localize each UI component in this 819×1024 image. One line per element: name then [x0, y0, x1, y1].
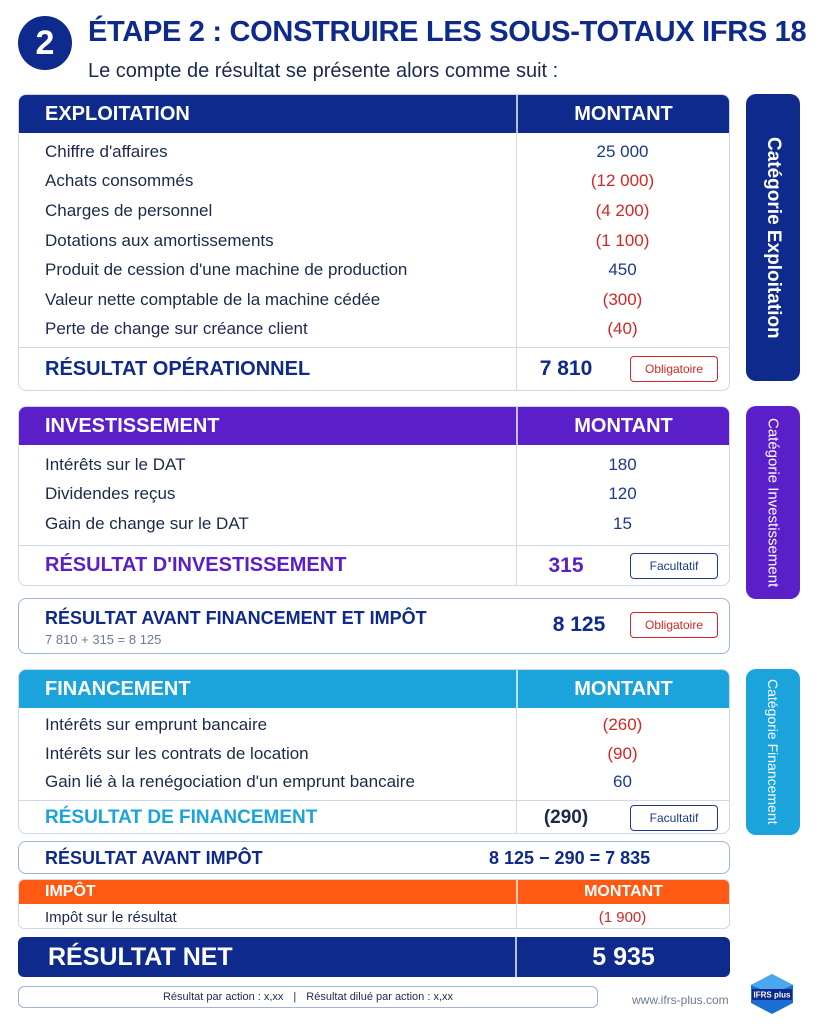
row-label: Gain lié à la renégociation d'un emprunt bancaire: [45, 772, 415, 792]
result-before-financing-value: 8 125: [552, 613, 606, 636]
exploitation-label: EXPLOITATION: [45, 102, 190, 125]
row-label: Impôt sur le résultat: [45, 908, 177, 926]
row-value: (1 100): [595, 230, 650, 250]
investissement-header: [19, 407, 729, 445]
table-row: [19, 255, 729, 285]
table-row: [19, 167, 729, 197]
row-value: (4 200): [595, 200, 650, 220]
total-value: 7 810: [539, 357, 593, 380]
financement-amount-header: MONTANT: [516, 670, 729, 708]
row-value: (12 000): [590, 171, 655, 191]
investissement-total-row: [19, 545, 729, 585]
result-before-tax-formula: 8 125 − 290 = 7 835: [489, 848, 651, 868]
financement-section: [18, 669, 730, 834]
page-subtitle: Le compte de résultat se présente alors comme suit :: [88, 60, 559, 82]
table-row: [19, 315, 729, 345]
total-label: RÉSULTAT OPÉRATIONNEL: [45, 357, 311, 380]
per-share-label: Résultat par action : x,xx: [162, 991, 284, 1003]
total-label: RÉSULTAT DE FINANCEMENT: [45, 807, 318, 828]
table-row: [19, 711, 729, 740]
row-value: 180: [608, 454, 637, 474]
row-value: 120: [608, 484, 637, 504]
row-label: Intérêts sur les contrats de location: [45, 743, 309, 763]
net-result-label: RÉSULTAT NET: [48, 942, 233, 971]
financement-label: FINANCEMENT: [45, 677, 191, 700]
result-before-tax-label: RÉSULTAT AVANT IMPÔT: [45, 848, 263, 868]
total-value: (290): [543, 807, 589, 828]
row-value: (300): [602, 289, 643, 309]
optional-badge: Facultatif: [630, 553, 718, 579]
row-label: Valeur nette comptable de la machine cédée: [45, 289, 381, 309]
table-row: [19, 740, 729, 769]
row-label: Produit de cession d'une machine de production: [45, 260, 408, 280]
ifrs-plus-logo: [748, 972, 796, 1016]
net-result-bar: [18, 937, 730, 977]
row-label: Intérêts sur le DAT: [45, 454, 186, 474]
impot-rows: [19, 904, 729, 929]
row-value: 15: [613, 513, 632, 533]
row-label: Charges de personnel: [45, 200, 213, 220]
total-label: RÉSULTAT D'INVESTISSEMENT: [45, 554, 347, 576]
table-row: [19, 480, 729, 510]
exploitation-amount-header: MONTANT: [516, 95, 729, 133]
mandatory-badge: Obligatoire: [630, 356, 718, 382]
row-label: Gain de change sur le DAT: [45, 513, 249, 533]
impot-header: [19, 880, 729, 904]
row-value: (1 900): [598, 908, 647, 926]
financement-rows: [19, 708, 729, 800]
svg-text:IFRS plus: IFRS plus: [753, 990, 791, 1000]
impot-section: [18, 879, 730, 929]
result-before-financing-label: RÉSULTAT AVANT FINANCEMENT ET IMPÔT: [45, 608, 427, 628]
table-row: [19, 509, 729, 539]
impot-amount-header: MONTANT: [516, 880, 729, 904]
side-tab-label: Catégorie Investissement: [764, 417, 782, 588]
table-row: [19, 285, 729, 315]
row-label: Intérêts sur emprunt bancaire: [45, 715, 268, 735]
side-tab-investissement: [746, 406, 800, 599]
table-row: [19, 226, 729, 256]
investissement-label: INVESTISSEMENT: [45, 414, 220, 437]
row-label: Dotations aux amortissements: [45, 230, 274, 250]
row-value: 25 000: [596, 141, 649, 161]
website-link[interactable]: www.ifrs-plus.com: [632, 993, 729, 1007]
exploitation-section: [18, 94, 730, 391]
exploitation-header: [19, 95, 729, 133]
optional-badge: Facultatif: [630, 805, 718, 831]
exploitation-rows: [19, 133, 729, 347]
row-label: Dividendes reçus: [45, 484, 176, 504]
investissement-section: [18, 406, 730, 586]
table-row: [19, 137, 729, 167]
total-value: 315: [548, 553, 584, 577]
page-title: ÉTAPE 2 : CONSTRUIRE LES SOUS-TOTAUX IFRS 18: [88, 16, 807, 48]
table-row: [19, 450, 729, 480]
table-row: [19, 904, 729, 929]
row-value: 60: [613, 772, 632, 792]
row-label: Achats consommés: [45, 171, 194, 191]
side-tab-financement: [746, 669, 800, 835]
mandatory-badge: Obligatoire: [630, 612, 718, 638]
diluted-per-share-label: Résultat dilué par action : x,xx: [306, 991, 454, 1003]
side-tab-label: Catégorie Exploitation: [763, 136, 784, 339]
investissement-rows: [19, 445, 729, 545]
side-tab-label: Catégorie Financement: [765, 679, 781, 825]
financement-header: [19, 670, 729, 708]
financement-total-row: [19, 800, 729, 834]
row-label: Chiffre d'affaires: [45, 141, 168, 161]
row-value: (90): [607, 743, 638, 763]
row-label: Perte de change sur créance client: [45, 319, 308, 339]
row-value: 450: [608, 260, 637, 280]
result-before-financing-box: [18, 598, 730, 654]
investissement-amount-header: MONTANT: [516, 407, 729, 445]
row-value: (40): [607, 319, 638, 339]
net-result-value: 5 935: [515, 937, 730, 977]
side-tab-exploitation: [746, 94, 800, 381]
footer-separator: |: [293, 991, 297, 1003]
result-before-tax-box: [18, 841, 730, 874]
exploitation-total-row: [19, 347, 729, 390]
table-row: [19, 196, 729, 226]
result-before-financing-formula: 7 810 + 315 = 8 125: [45, 632, 162, 647]
impot-label: IMPÔT: [45, 883, 96, 900]
step-number-badge: 2: [18, 16, 72, 70]
row-value: (260): [602, 715, 643, 735]
table-row: [19, 768, 729, 797]
per-share-box: [18, 986, 598, 1008]
